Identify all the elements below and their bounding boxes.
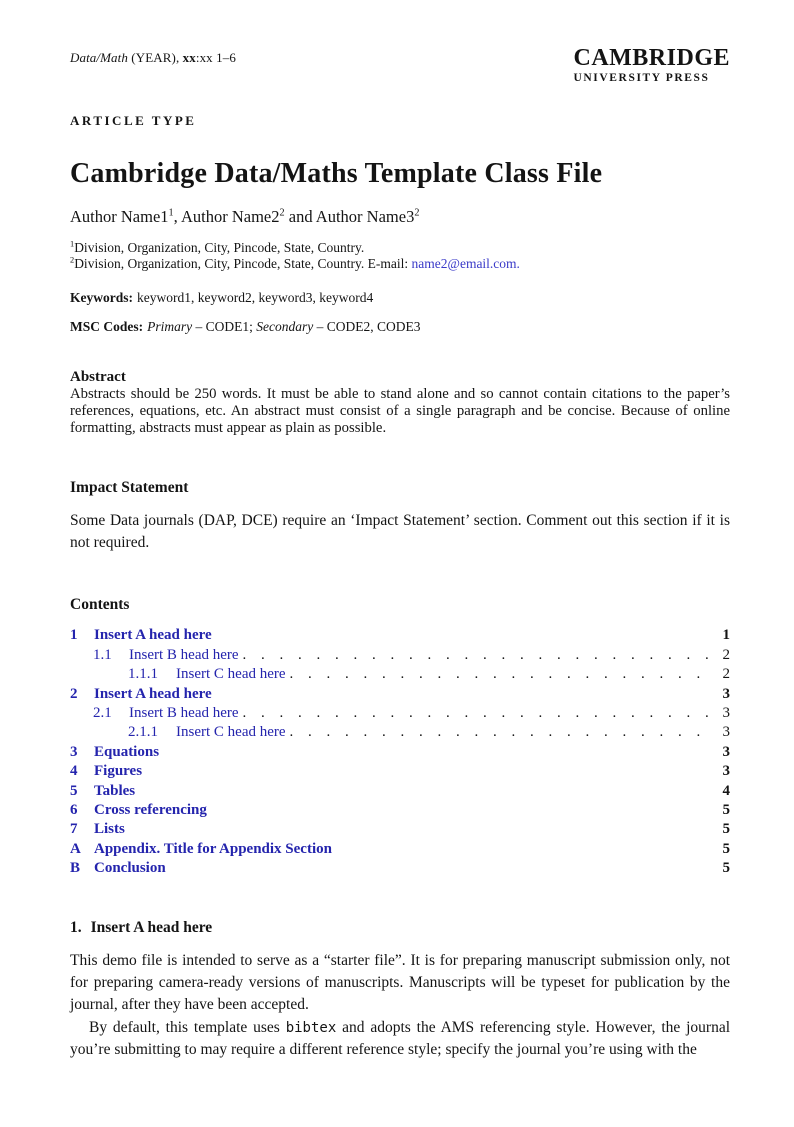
toc-page-number: 3 <box>722 685 730 702</box>
masthead <box>70 46 730 85</box>
toc-entry-number[interactable]: 6 <box>70 802 78 819</box>
abstract-section <box>70 369 730 438</box>
toc-entry-number[interactable]: 2.1.1 <box>128 724 158 741</box>
toc-entry-label[interactable]: Equations <box>94 743 160 760</box>
toc-entry-number[interactable]: 1.1 <box>93 646 112 663</box>
journal-header-line <box>70 46 236 66</box>
keywords-line <box>70 290 730 306</box>
toc-list <box>70 626 730 878</box>
toc-entry-label[interactable]: Conclusion <box>94 860 166 877</box>
article-type-label: ARTICLE TYPE <box>70 112 197 128</box>
toc-entry-number[interactable]: 2.1 <box>93 705 112 722</box>
section-1 <box>70 919 730 1061</box>
abstract-heading: Abstract <box>70 368 126 385</box>
affiliation-1-text: Division, Organization, City, Pincode, State, Country. <box>74 239 365 255</box>
toc-dot-leader <box>243 704 710 723</box>
toc-entry-number[interactable]: 7 <box>70 821 78 838</box>
contents-heading: Contents <box>70 596 130 614</box>
affiliation-1 <box>70 240 730 257</box>
msc-secondary-codes: – CODE2, CODE3 <box>313 318 421 334</box>
toc-entry-number[interactable]: 4 <box>70 763 78 780</box>
section-1-title: Insert A head here <box>90 918 213 936</box>
paragraph-2-text-after: and adopts the AMS referencing style. However, the journal you’re submitting to may require a different reference style; specify the journal you’re using with the <box>70 1018 731 1058</box>
toc-dot-leader <box>290 665 710 684</box>
toc-entry-number[interactable]: 1.1.1 <box>128 666 158 683</box>
toc-page-number: 2 <box>722 646 730 663</box>
toc-page-number: 1 <box>722 627 730 644</box>
toc-entry-number[interactable]: B <box>70 860 81 877</box>
toc-entry-label[interactable]: Figures <box>94 763 143 780</box>
toc-entry[interactable] <box>70 859 730 878</box>
author-name-text: Author Name3 <box>315 206 415 226</box>
toc-page-number: 2 <box>722 666 730 683</box>
author-name <box>181 207 316 226</box>
toc-entry-label[interactable]: Insert C head here <box>176 724 286 741</box>
msc-primary-codes: – CODE1; <box>192 318 257 334</box>
toc-entry[interactable] <box>70 626 730 645</box>
toc-page-number: 5 <box>722 802 730 819</box>
toc-entry-number[interactable]: 3 <box>70 743 78 760</box>
toc-page-number: 3 <box>722 763 730 780</box>
toc-entry[interactable] <box>70 840 730 859</box>
toc-entry[interactable] <box>70 704 730 723</box>
author-separator: and <box>284 206 316 226</box>
toc-entry-label[interactable]: Insert C head here <box>176 666 286 683</box>
msc-secondary-label: Secondary <box>256 318 314 334</box>
toc-entry[interactable] <box>70 685 730 704</box>
table-of-contents-section <box>70 596 730 878</box>
affiliation-1-marker: 1 <box>70 239 75 248</box>
toc-page-number: 4 <box>722 782 730 799</box>
toc-entry-label[interactable]: Appendix. Title for Appendix Section <box>94 840 332 857</box>
toc-page-number: 5 <box>722 860 730 877</box>
author-affiliation-marker: 2 <box>414 207 420 218</box>
email-link[interactable]: name2@email.com. <box>411 256 520 271</box>
toc-dot-leader <box>290 723 710 742</box>
keywords-list: keyword1, keyword2, keyword3, keyword4 <box>137 289 374 305</box>
publisher-logo-line2: UNIVERSITY PRESS <box>573 72 710 84</box>
toc-entry[interactable] <box>70 801 730 820</box>
toc-entry-label[interactable]: Insert B head here <box>129 646 239 663</box>
section-1-paragraph-2 <box>70 1017 730 1062</box>
toc-entry[interactable] <box>70 646 730 665</box>
journal-year: (YEAR), <box>127 50 183 65</box>
page-title: Cambridge Data/Maths Template Class File <box>70 157 603 189</box>
author-affiliation-marker: 1 <box>168 207 174 218</box>
toc-entry-label[interactable]: Lists <box>94 821 125 838</box>
toc-page-number: 3 <box>722 705 730 722</box>
msc-codes-line <box>70 319 730 335</box>
publisher-logo-line1: CAMBRIDGE <box>573 45 730 71</box>
affiliations-block <box>70 240 730 273</box>
toc-entry-number[interactable]: 1 <box>70 627 78 644</box>
toc-entry-number[interactable]: 2 <box>70 685 78 702</box>
toc-entry-label[interactable]: Insert A head here <box>94 627 212 644</box>
keywords-label: Keywords: <box>70 289 133 305</box>
impact-statement-section <box>70 479 730 554</box>
toc-entry[interactable] <box>70 743 730 762</box>
msc-codes-label: MSC Codes: <box>70 318 144 334</box>
abstract-text: Abstracts should be 250 words. It must be able to stand alone and so cannot contain citations to the paper’s references, equations, etc. An abstract must consist of a single paragraph and be concise. Because of online formatting, abstracts must appear as plain as possible. <box>70 385 730 437</box>
toc-page-number: 3 <box>722 743 730 760</box>
impact-statement-text: Some Data journals (DAP, DCE) require an ‘Impact Statement’ section. Comment out this section if it is not required. <box>70 512 730 552</box>
author-name-text: Author Name1 <box>70 206 169 226</box>
affiliation-2-text: Division, Organization, City, Pincode, State, Country. E-mail: <box>74 256 412 271</box>
toc-page-number: 3 <box>722 724 730 741</box>
toc-dot-leader <box>243 646 710 665</box>
affiliation-2-marker: 2 <box>70 255 75 265</box>
author-name-text: Author Name2 <box>180 206 280 226</box>
section-1-paragraph-1: This demo file is intended to serve as a “starter file”. It is for preparing manuscript submission only, not for preparing camera-ready versions of manuscripts. Manuscripts will be typeset for publication by the journal, after they have been accepted. <box>70 951 730 1014</box>
paragraph-2-text-before: By default, this template uses <box>89 1018 286 1036</box>
toc-entry[interactable] <box>70 820 730 839</box>
msc-primary-label: Primary <box>147 318 193 334</box>
toc-entry-label[interactable]: Insert A head here <box>94 685 212 702</box>
toc-entry[interactable] <box>70 665 730 684</box>
section-1-number: 1. <box>70 918 82 936</box>
journal-issue-pages: :xx 1–6 <box>195 50 236 65</box>
journal-volume: xx <box>182 50 196 65</box>
section-1-heading <box>70 919 730 937</box>
journal-name: Data/Math <box>70 50 128 65</box>
toc-entry[interactable] <box>70 723 730 742</box>
toc-entry-number[interactable]: A <box>70 840 81 857</box>
author-separator: , <box>173 206 181 226</box>
bibtex-code-text: bibtex <box>285 1019 337 1036</box>
author-name <box>316 207 420 226</box>
toc-entry-label[interactable]: Insert B head here <box>129 705 239 722</box>
authors-line <box>70 207 730 227</box>
author-affiliation-marker: 2 <box>279 207 285 218</box>
toc-entry[interactable] <box>70 782 730 801</box>
affiliation-2 <box>70 256 730 273</box>
toc-entry-label[interactable]: Cross referencing <box>94 802 207 819</box>
publisher-logo <box>573 46 730 85</box>
toc-page-number: 5 <box>722 821 730 838</box>
author-name <box>70 207 181 226</box>
impact-statement-heading: Impact Statement <box>70 479 189 497</box>
toc-entry[interactable] <box>70 762 730 781</box>
toc-entry-number[interactable]: 5 <box>70 782 78 799</box>
msc-codes-value <box>147 319 420 334</box>
toc-page-number: 5 <box>722 840 730 857</box>
toc-entry-label[interactable]: Tables <box>94 782 136 799</box>
